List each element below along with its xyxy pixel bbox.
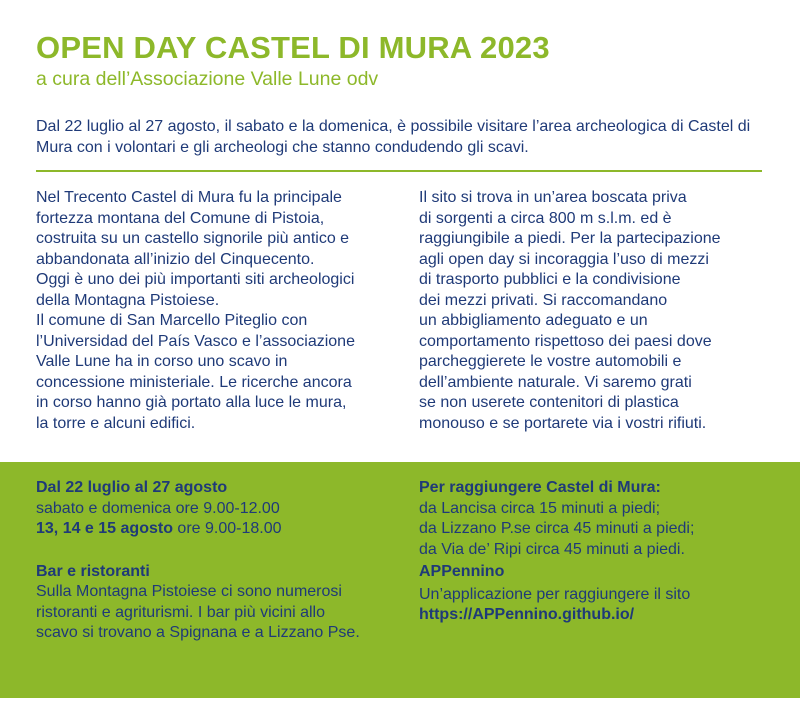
visit-info-text: Il sito si trova in un’area boscata priva di sorgenti a circa 800 m s.l.m. ed è raggiungibile a piedi. Per la partecipazione agli open day si incoraggia l’uso di mezzi di trasporto pubblici e la condivisione dei mezzi privati. Si raccomandano un abbigliamento adeguato e un comportamento rispettoso dei paesi dove parcheggierete le vostre automobili e dell’ambiente naturale. Vi saremo grati se non userete contenitori di plastica monouso e se portarete via i vostri rifiuti.	[419, 189, 721, 432]
bar-text: Sulla Montagna Pistoiese ci sono numerosi ristoranti e agriturismi. I bar più vicini allo scavo si trovano a Spignana e a Lizzano Pse.	[36, 583, 360, 641]
info-right-column	[419, 478, 779, 626]
reach-from-lizzano: da Lizzano P.se circa 45 minuti a piedi;	[419, 520, 695, 537]
intro-paragraph: Dal 22 luglio al 27 agosto, il sabato e la domenica, è possibile visitare l’area archeologica di Castel di Mura con i volontari e gli archeologi che stanno condudendo gli scavi.	[36, 118, 751, 156]
app-link[interactable]: https://APPennino.github.io/	[419, 606, 635, 623]
history-column	[36, 188, 376, 434]
dates-august-hours: ore 9.00-18.00	[172, 520, 282, 537]
bar-heading: Bar e ristoranti	[36, 562, 150, 580]
page-subtitle: a cura dell’Associazione Valle Lune odv	[36, 68, 379, 90]
info-left-column	[36, 478, 406, 644]
app-heading: APPennino	[419, 563, 505, 580]
reach-heading: Per raggiungere Castel di Mura:	[419, 479, 661, 496]
dates-heading: Dal 22 luglio al 27 agosto	[36, 479, 228, 496]
page-title: OPEN DAY CASTEL DI MURA 2023	[36, 30, 550, 65]
dates-august	[36, 519, 406, 540]
reach-from-via-de-ripi: da Via de’ Ripi circa 45 minuti a piedi.	[419, 540, 685, 558]
dates-weekend: sabato e domenica ore 9.00-12.00	[36, 499, 280, 517]
visit-info-column	[419, 188, 769, 434]
header	[36, 30, 776, 91]
info-band	[0, 462, 800, 698]
reach-from-lancisa: da Lancisa circa 15 minuti a piedi;	[419, 499, 661, 517]
section-divider	[36, 170, 762, 172]
history-text: Nel Trecento Castel di Mura fu la principale fortezza montana del Comune di Pistoia, costruita su un castello signorile più antico e abbandonata all’inizio del Cinquecento. Oggi è uno dei più importanti siti archeologici della Montagna Pistoiese. Il comune di San Marcello Piteglio con l’Universidad del País Vasco e l’associazione Valle Lune ha in corso uno scavo in concessione ministeriale. Le ricerche ancora in corso hanno già portato alla luce le mura, la torre e alcuni edifici.	[36, 189, 355, 432]
app-description: Un’applicazione per raggiungere il sito	[419, 585, 691, 603]
dates-august-days: 13, 14 e 15 agosto	[36, 520, 173, 537]
